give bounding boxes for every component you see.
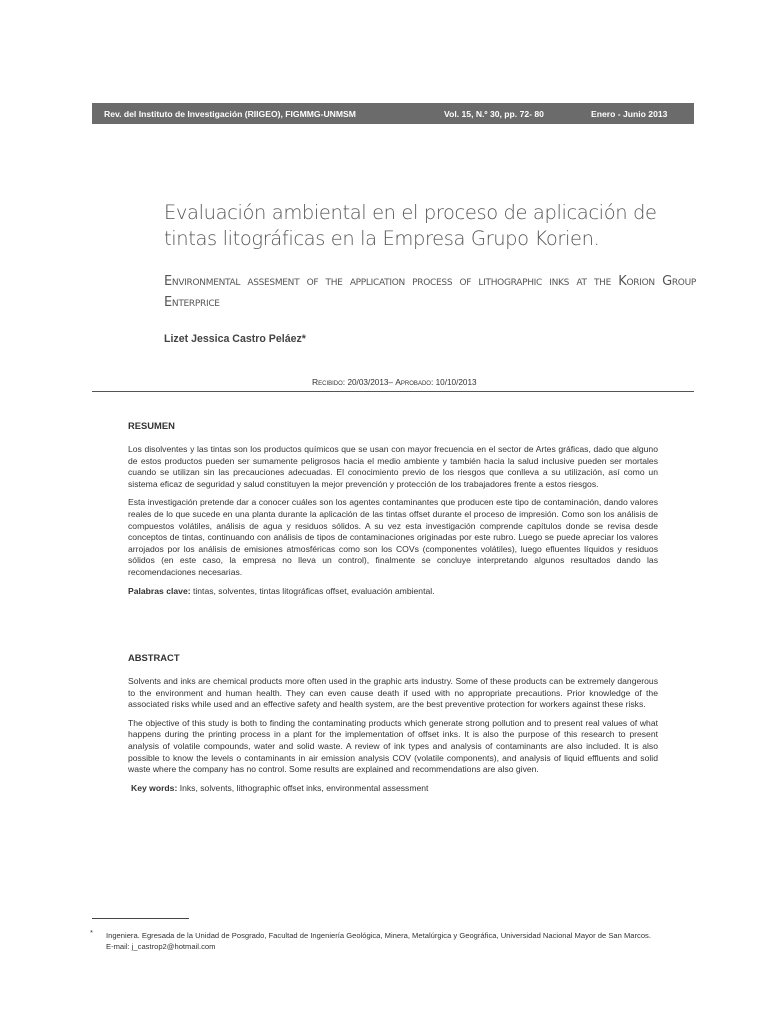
header-divider — [92, 391, 694, 392]
resumen-keywords-label: Palabras clave: — [128, 585, 191, 596]
received-line — [312, 377, 477, 387]
article-title: Evaluación ambiental en el proceso de aplicación de tintas litográficas en la Empresa Grupo Korien. — [164, 201, 657, 250]
footnote-affiliation: Ingeniera. Egresada de la Unidad de Posgrado, Facultad de Ingeniería Geológica, Minera, Metalúrgica y Geográfica, Universidad Nacional Mayor de San Marcos. — [106, 931, 651, 940]
abstract-keywords-label: Key words: — [131, 782, 178, 793]
footnote-mark: * — [90, 928, 93, 937]
abstract-paragraph: The objective of this study is both to finding the contaminating products which generate strong pollution and to present real values of what happens during the printing process in a plant for the implementation of offset inks. It is also the purpose of this research to present analysis of volatile compounds, water and solid waste. A review of ink types and analysis of contaminants are also included. It is also possible to know the levels o contaminants in air emission analysis COV (volatile components), and analysis of liquid effluents and solid waste where the company has no control. Some results are explained and recommendations are also given. — [128, 717, 658, 775]
abstract-paragraph: Solvents and inks are chemical products more often used in the graphic arts industry. Some of these products can be extremely dangerous to the environment and human health. They can even cause death if used with no appropriate precautions. Prior knowledge of the associated risks while used and an effective safety and health system, are the best preventive protection for workers against these risks. — [128, 676, 658, 710]
abstract-keywords — [131, 783, 658, 793]
article-subtitle: Environmental assesment of the application process of lithographic inks at the Korion Group Enterprice — [164, 274, 696, 310]
approved-label: Aprobado: — [395, 377, 434, 387]
resumen-keywords — [128, 586, 658, 596]
abstract-keywords-text: Inks, solvents, lithographic offset inks, environmental assessment — [179, 782, 429, 793]
received-label: Recibido: — [312, 377, 346, 387]
resumen-heading: RESUMEN — [128, 420, 175, 431]
author-name: Lizet Jessica Castro Peláez* — [164, 333, 306, 345]
footnote-email: E-mail: j_castrop2@hotmail.com — [106, 942, 216, 951]
resumen-section — [128, 420, 658, 596]
footnote — [106, 930, 706, 952]
journal-header-bar — [92, 103, 694, 124]
journal-date: Enero - Junio 2013 — [591, 109, 668, 119]
journal-volume: Vol. 15, N.º 30, pp. 72- 80 — [444, 109, 544, 119]
resumen-keywords-text: tintas, solventes, tintas litográficas offset, evaluación ambiental. — [192, 585, 435, 596]
footnote-divider — [92, 918, 189, 919]
received-date: 20/03/2013– — [347, 378, 393, 387]
abstract-heading: ABSTRACT — [128, 652, 180, 663]
approved-date: 10/10/2013 — [435, 378, 477, 387]
resumen-paragraph: Los disolventes y las tintas son los productos químicos que se usan con mayor frecuencia en el sector de Artes gráficas, dado que alguno de estos productos pueden ser sumamente peligrosos hacia el medio ambiente y también hacia la salud inclusive pueden ser mortales cuando se utilizan sin las precauciones adecuadas. El conocimiento previo de los riesgos que conlleva a su utilización, así como un sistema eficaz de seguridad y salud constituyen la mejor prevención y protección de los trabajadores frente a estos riesgos. — [128, 444, 658, 489]
abstract-section — [128, 652, 658, 793]
resumen-paragraph: Esta investigación pretende dar a conocer cuáles son los agentes contaminantes que producen este tipo de contaminación, dando valores reales de lo que sucede en una planta durante la aplicación de las tintas offset durante el proceso de impresión. Como son los análisis de compuestos volátiles, análisis de agua y residuos sólidos. A su vez esta investigación comprende capítulos donde se revisa desde conceptos de tintas, continuando con análisis de tipos de contaminaciones originadas por este rubro. Luego se puede apreciar los valores arrojados por los análisis de emisiones atmosféricas como son los COVs (componentes volátiles), luego efluentes líquidos y residuos sólidos (en este caso, la empresa no lleva un control), finalmente se concluye interpretando algunos resultados dando las recomendaciones necesarias. — [128, 497, 658, 577]
journal-name: Rev. del Instituto de Investigación (RIIGEO), FIGMMG-UNMSM — [104, 109, 356, 119]
